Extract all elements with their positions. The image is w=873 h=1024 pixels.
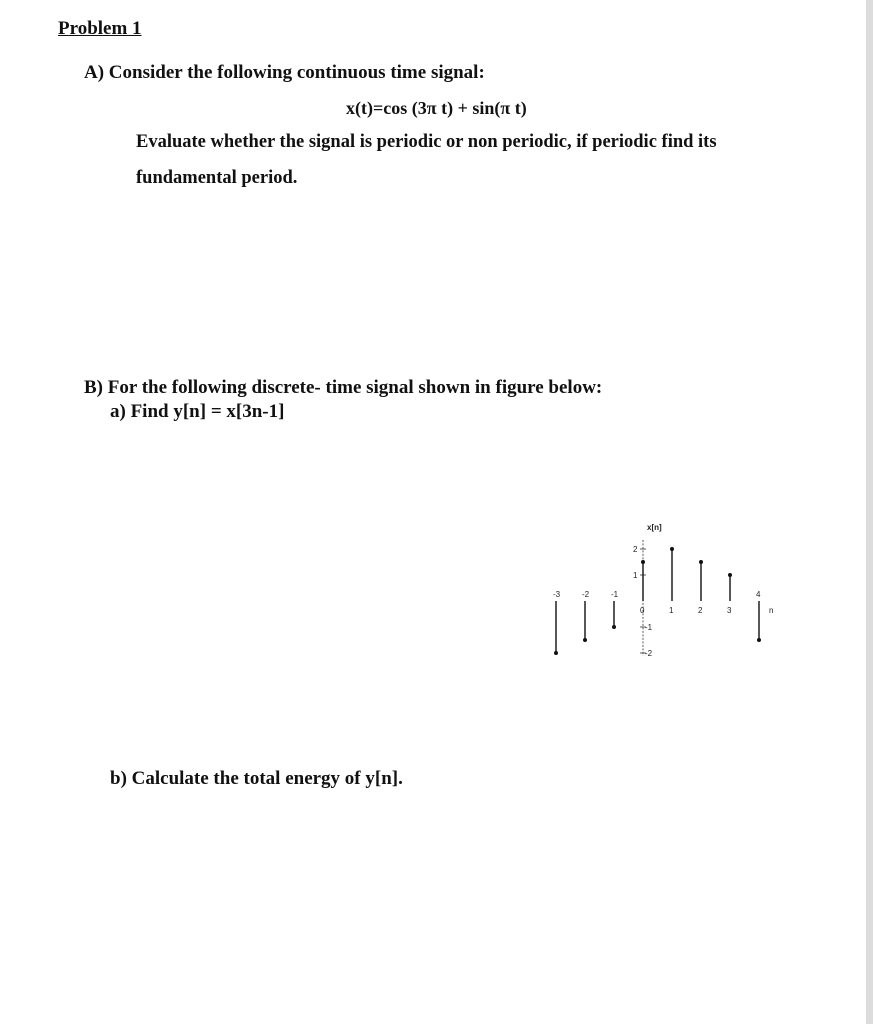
x-tick-label: -3 (553, 590, 561, 599)
stem-plot-xn (530, 505, 790, 675)
stem-marker (612, 625, 616, 629)
x-axis-label: n (769, 606, 774, 615)
page-edge (866, 0, 873, 1024)
stem-marker (757, 638, 761, 642)
stem-marker (670, 547, 674, 551)
x-tick-label: 4 (756, 590, 761, 599)
signal-equation: x(t)=cos (3π t) + sin(π t) (346, 98, 527, 118)
x-tick-label: 3 (727, 606, 732, 615)
x-tick-label: -1 (611, 590, 619, 599)
stem-marker (583, 638, 587, 642)
part-b-subquestion-a: a) Find y[n] = x[3n-1] (110, 401, 285, 422)
part-b-question: B) For the following discrete- time signal shown in figure below: (84, 377, 603, 398)
y-tick-label: -2 (645, 649, 653, 658)
part-a-instruction-line-2: fundamental period. (136, 168, 298, 188)
y-tick-label: -1 (645, 623, 653, 632)
stem-marker (728, 573, 732, 577)
stem-marker (554, 651, 558, 655)
stem-marker (641, 560, 645, 564)
chart-title: x[n] (647, 522, 662, 532)
x-tick-label: 2 (698, 606, 703, 615)
stem-marker (699, 560, 703, 564)
x-tick-label: 0 (640, 606, 645, 615)
x-tick-label: 1 (669, 606, 674, 615)
problem-title: Problem 1 (58, 18, 142, 39)
part-a-instruction-line-1: Evaluate whether the signal is periodic or non periodic, if periodic find its (136, 132, 717, 152)
x-tick-label: -2 (582, 590, 590, 599)
y-tick-label: 1 (633, 571, 638, 580)
y-tick-label: 2 (633, 545, 638, 554)
part-b-subquestion-b: b) Calculate the total energy of y[n]. (110, 768, 403, 789)
part-a-question: A) Consider the following continuous time signal: (84, 62, 485, 83)
